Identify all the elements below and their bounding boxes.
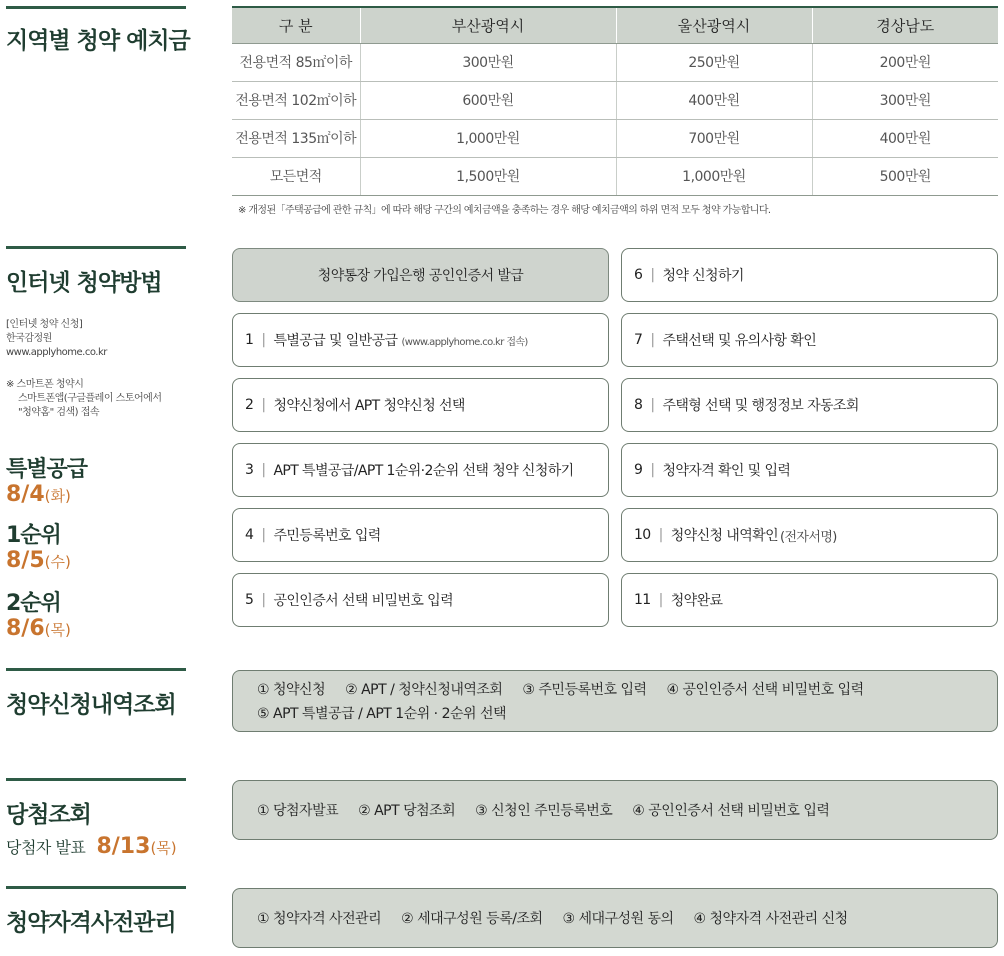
first-rank-date	[6, 548, 71, 573]
info-line: 한국감정원	[6, 333, 52, 344]
qualify-item: ③ 세대구성원 동의	[562, 911, 674, 927]
special-supply-label: 특별공급	[6, 457, 88, 482]
table-cell: 400만원	[616, 81, 812, 119]
section-divider	[6, 6, 186, 9]
qualify-item: ① 청약자격 사전관리	[257, 911, 382, 927]
date-value: 8/5	[6, 548, 45, 573]
step-text: APT 특별공급/APT 1순위·2순위 선택 청약 신청하기	[273, 463, 574, 479]
table-cell: 500만원	[812, 157, 998, 195]
step-box-6: 6 | 청약 신청하기	[621, 248, 998, 302]
date-value: 8/6	[6, 616, 45, 641]
step-text: 청약완료	[670, 593, 723, 609]
second-rank-label: 2순위	[6, 591, 61, 616]
deposit-note: ※ 개정된「주택공급에 관한 규칙」에 따라 해당 구간의 예치금액을 충족하는 경우 해당 예치금액의 하위 면적 모두 청약 가능합니다.	[238, 205, 771, 216]
table-row	[232, 119, 998, 157]
history-line-2	[257, 703, 522, 723]
table-cell: 전용면적 85㎡이하	[232, 43, 360, 81]
info-line: 스마트폰앱(구글플레이 스토어에서	[18, 393, 162, 404]
step-text: 청약통장 가입은행 공인인증서 발급	[317, 268, 524, 284]
history-item: ⑤ APT 특별공급 / APT 1순위 · 2순위 선택	[257, 706, 507, 722]
day-of-week: (수)	[44, 553, 71, 571]
section-divider	[6, 778, 186, 781]
table-cell: 300만원	[360, 43, 616, 81]
internet-info-block	[6, 318, 107, 360]
table-cell: 250만원	[616, 43, 812, 81]
day-of-week: (목)	[44, 621, 71, 639]
winner-item: ② APT 당첨조회	[358, 803, 456, 819]
table-row	[232, 43, 998, 81]
info-line: "청약홈" 검색) 접속	[18, 407, 100, 418]
section-divider	[6, 668, 186, 671]
qualify-item: ② 세대구성원 등록/조회	[401, 911, 543, 927]
info-line: www.applyhome.co.kr	[6, 347, 107, 358]
second-rank-date	[6, 616, 71, 641]
winner-line	[257, 800, 845, 820]
history-item: ② APT / 청약신청내역조회	[345, 682, 503, 698]
table-cell: 1,500만원	[360, 157, 616, 195]
history-item: ④ 공인인증서 선택 비밀번호 입력	[666, 682, 864, 698]
qualify-section-title: 청약자격사전관리	[6, 910, 176, 936]
winner-item: ③ 신청인 주민등록번호	[475, 803, 613, 819]
step-box-2: 2 | 청약신청에서 APT 청약신청 선택	[232, 378, 609, 432]
step-number: 6	[634, 267, 643, 283]
step-number: 11	[634, 592, 651, 608]
step-text: 청약신청 내역확인	[670, 528, 778, 544]
winner-announce-label: 당첨자 발표	[6, 838, 86, 857]
date-value: 8/4	[6, 482, 45, 507]
step-text: 청약신청에서 APT 청약신청 선택	[273, 398, 465, 414]
day-of-week: (목)	[150, 839, 177, 857]
step-number: 9	[634, 462, 643, 478]
col-header-gyeongnam: 경상남도	[812, 7, 998, 43]
table-cell: 1,000만원	[616, 157, 812, 195]
step-number: 2	[245, 397, 254, 413]
table-cell: 300만원	[812, 81, 998, 119]
section-divider	[6, 246, 186, 249]
step-box-8: 8 | 주택형 선택 및 행정정보 자동조회	[621, 378, 998, 432]
table-cell: 400만원	[812, 119, 998, 157]
table-row	[232, 157, 998, 195]
step-text: 청약 신청하기	[662, 268, 744, 284]
col-header-category: 구 분	[232, 7, 360, 43]
step-text: 주택선택 및 유의사항 확인	[662, 333, 817, 349]
step-number: 10	[634, 527, 651, 543]
step-box-11: 11 | 청약완료	[621, 573, 998, 627]
step-text: 공인인증서 선택 비밀번호 입력	[273, 593, 453, 609]
step-box-9: 9 | 청약자격 확인 및 입력	[621, 443, 998, 497]
smartphone-info-block	[6, 378, 161, 420]
winner-item: ① 당첨자발표	[257, 803, 339, 819]
winner-steps-box	[232, 780, 998, 840]
col-header-ulsan: 울산광역시	[616, 7, 812, 43]
table-cell: 200만원	[812, 43, 998, 81]
step-number: 3	[245, 462, 254, 478]
step-note: (www.applyhome.co.kr 접속)	[401, 336, 528, 348]
step-box-7: 7 | 주택선택 및 유의사항 확인	[621, 313, 998, 367]
section-divider	[6, 886, 186, 889]
history-item: ③ 주민등록번호 입력	[522, 682, 647, 698]
table-cell: 모든면적	[232, 157, 360, 195]
step-text: 주택형 선택 및 행정정보 자동조회	[662, 398, 859, 414]
info-line: [인터넷 청약 신청]	[6, 319, 83, 330]
deposit-table	[232, 6, 998, 196]
first-rank-label: 1순위	[6, 523, 61, 548]
step-text: 특별공급 및 일반공급	[273, 333, 398, 349]
step-box-3: 3 | APT 특별공급/APT 1순위·2순위 선택 청약 신청하기	[232, 443, 609, 497]
step-number: 7	[634, 332, 643, 348]
step-number: 8	[634, 397, 643, 413]
winner-announce	[6, 834, 177, 859]
day-of-week: (화)	[44, 487, 71, 505]
special-supply-date	[6, 482, 71, 507]
step-number: 1	[245, 332, 254, 348]
step-start-box	[232, 248, 609, 302]
table-cell: 전용면적 102㎡이하	[232, 81, 360, 119]
history-item: ① 청약신청	[257, 682, 326, 698]
winner-announce-date: 8/13	[96, 834, 151, 859]
internet-section-title: 인터넷 청약방법	[6, 270, 162, 296]
step-text: 주민등록번호 입력	[273, 528, 381, 544]
table-cell: 600만원	[360, 81, 616, 119]
step-box-5: 5 | 공인인증서 선택 비밀번호 입력	[232, 573, 609, 627]
table-cell: 1,000만원	[360, 119, 616, 157]
info-line: ※ 스마트폰 청약시	[6, 379, 84, 390]
step-box-1: 1 | 특별공급 및 일반공급 (www.applyhome.co.kr 접속)	[232, 313, 609, 367]
table-cell: 전용면적 135㎡이하	[232, 119, 360, 157]
step-number: 4	[245, 527, 254, 543]
history-steps-box	[232, 670, 998, 732]
deposit-section-title: 지역별 청약 예치금	[6, 28, 190, 54]
step-box-4: 4 | 주민등록번호 입력	[232, 508, 609, 562]
qualify-steps-box	[232, 888, 998, 948]
col-header-busan: 부산광역시	[360, 7, 616, 43]
history-section-title: 청약신청내역조회	[6, 692, 176, 718]
qualify-item: ④ 청약자격 사전관리 신청	[693, 911, 848, 927]
step-note: (전자서명)	[780, 529, 837, 545]
step-box-10: 10 | 청약신청 내역확인 (전자서명)	[621, 508, 998, 562]
table-row	[232, 81, 998, 119]
history-line-1	[257, 679, 880, 699]
table-header-row	[232, 7, 998, 43]
qualify-line	[257, 908, 864, 928]
step-number: 5	[245, 592, 254, 608]
table-cell: 700만원	[616, 119, 812, 157]
winner-section-title: 당첨조회	[6, 802, 91, 828]
step-text: 청약자격 확인 및 입력	[662, 463, 791, 479]
winner-item: ④ 공인인증서 선택 비밀번호 입력	[632, 803, 830, 819]
